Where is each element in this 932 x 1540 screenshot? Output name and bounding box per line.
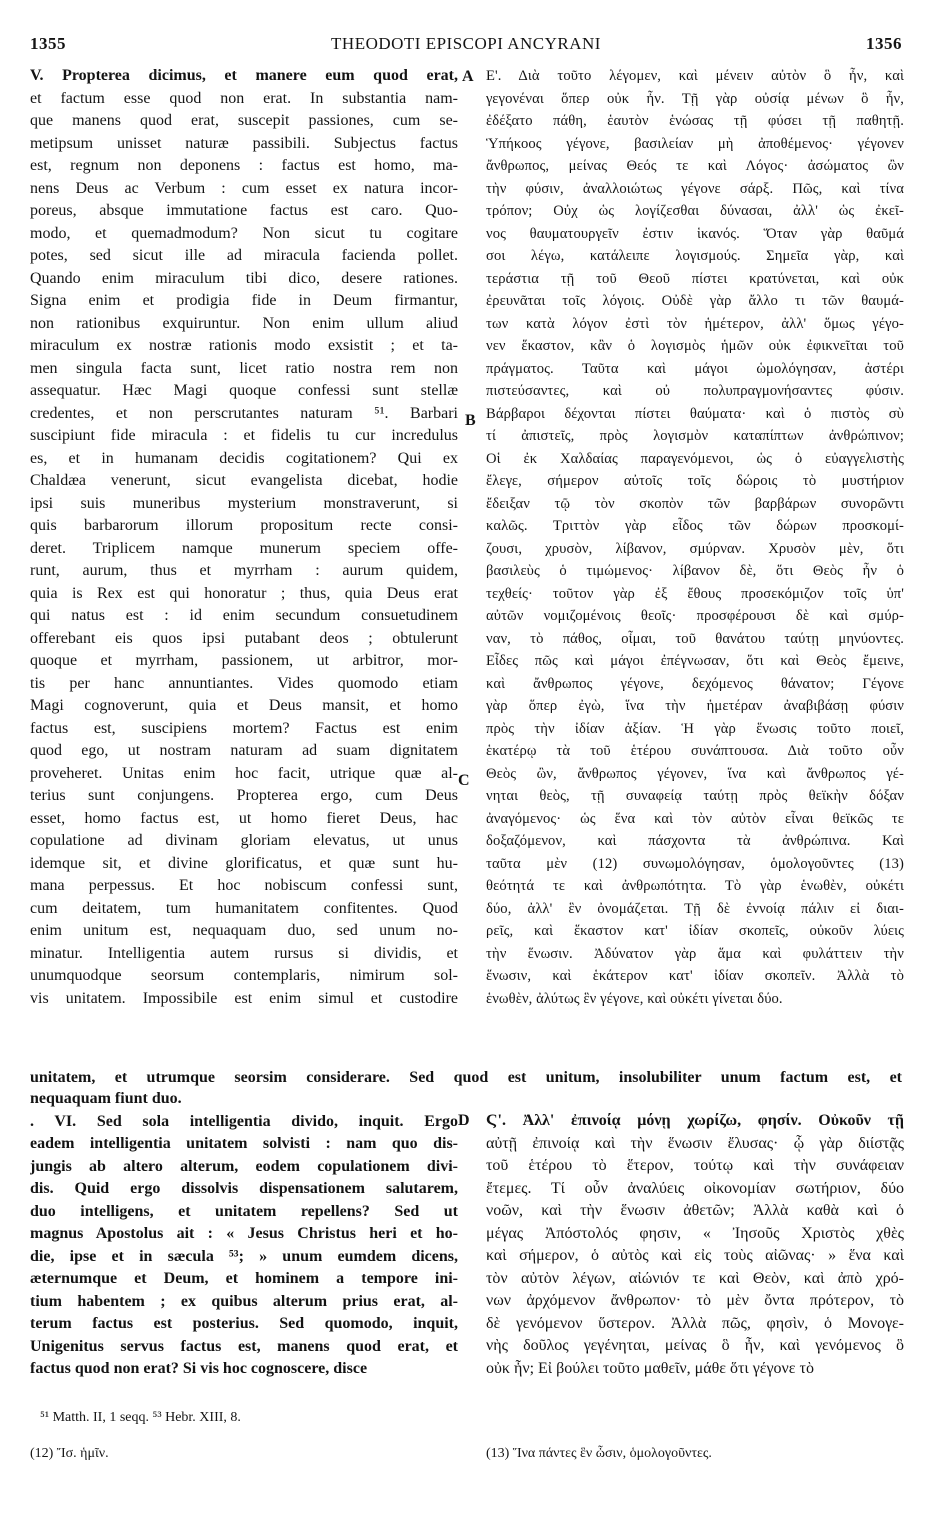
text-line: δὲ γενόμενον ὕστερον. Ἀλλὰ πῶς, φησὶν, ὁ Μονογε- xyxy=(486,1314,904,1332)
text-line: die, ipse et in sæcula ⁵³; » unum eumdem dicens, xyxy=(30,1247,458,1265)
text-line: ζουσι, χρυσὸν, λίβανον, σμύρναν. Χρυσὸν μὲν, ὅτι xyxy=(486,540,904,557)
text-line: Ε'. Διὰ τοῦτο λέγομεν, καὶ μένειν αὐτὸν ὃ ἦν, καὶ xyxy=(486,68,904,84)
text-line: ναν, τὸ πάθος, οἶμαι, τοῦ θανάτου ταύτῃ μηνύοντες. xyxy=(486,630,904,647)
text-line: quod ego, ut nostram naturam ad suam dignitatem xyxy=(30,742,458,759)
text-line: νων ἀρχόμενον ἄνθρωπον· τὸ μὲν ὄντα πρότερον, τὸ xyxy=(486,1292,904,1309)
text-line: πρὸς τὴν ἰδίαν ἀξίαν. Ἡ γὰρ ἕνωσις τοῦτο ποιεῖ, xyxy=(486,720,904,737)
text-line: tis per hanc annuntiantes. Vides quomodo etiam xyxy=(30,674,458,692)
text-line: βασιλεὺς ὁ τιμώμενος· λίβανον δὲ, ὅτι Θεὸς ἦν ὁ xyxy=(486,563,904,579)
text-line: factus quod non erat? Si vis hoc cognoscere, disce xyxy=(30,1360,368,1377)
text-line: cum deitatem, tum humanitatem confitentes. Quod xyxy=(30,899,458,917)
text-line: unumquodque seorsum contemplaris, nimirum sol- xyxy=(30,967,458,984)
text-line: των κατὰ λόγον ἐστὶ τὸν ἡμέτερον, ἀλλ' ὅμως γέγο- xyxy=(486,315,904,332)
text-line: ἔτεμες. Τί οὖν ἀναλύεις οἰκονομίαν σωτήριον, δύο xyxy=(486,1179,904,1197)
text-line: modo, et quemadmodum? Non sicut tu cogitare xyxy=(30,224,458,242)
text-line: Chaldæa venerunt, sicut evangelista dicebat, hodie xyxy=(30,472,458,489)
text-line: τοῦ ἑτέρου τὸ ἕτερον, τούτῳ καὶ τὴν συνάφειαν xyxy=(486,1157,904,1174)
greek-column-1 xyxy=(486,65,904,1010)
text-line: δοξαζόμενον, καὶ πάσχοντα τὰ ἀνθρώπινα. Καὶ xyxy=(486,833,904,849)
text-line: ταῦτα μὲν (12) συνωμολόγησαν, ὁμολογοῦντες (13) xyxy=(486,855,904,872)
text-line: men singula facta sunt, licet ratio nostra rem non xyxy=(30,359,458,377)
text-line: καλῶς. Τριττὸν γὰρ εἶδος τῶν δώρων προσκομί- xyxy=(486,518,904,534)
text-line: æternumque et Deum, et hominem a tempore ini- xyxy=(30,1270,458,1287)
text-line: ἐρευνᾶται τοῖς λόγοις. Οὐδὲ γὰρ ἄλλο τι τῶν θαυμά- xyxy=(486,293,904,309)
text-line: poreus, absque immutatione factus est caro. Quo- xyxy=(30,202,458,219)
text-line: ipsi suis muneribus mysterium monstraverunt, si xyxy=(30,494,458,512)
text-line: Quando enim miraculum tibi dico, desere rationes. xyxy=(30,269,458,287)
section-marker-b: B xyxy=(465,412,476,429)
text-line: Magi cognoverunt, quia et Deus mansit, et homo xyxy=(30,697,458,714)
text-line: Εἶδες πῶς καὶ μάγοι ἐπέγνωσαν, ὅτι καὶ Θεὸς ἔμεινε, xyxy=(486,653,904,669)
text-line: dis. Quid ergo dissolvis dispensationem salutarem, xyxy=(30,1180,458,1197)
text-line: οὐκ ἦν; Εἰ βούλει τοῦτο μαθεῖν, μάθε ὅτι γέγονε τὸ xyxy=(486,1359,814,1377)
footnote-13: (13) Ἵνα πάντες ἓν ὦσιν, ὁμολογοῦντες. xyxy=(486,1446,712,1461)
text-line: qui natus est : id enim secundum consuetudinem xyxy=(30,607,458,624)
text-line: quoque et myrrham, passionem, ut arbitror, mor- xyxy=(30,652,458,669)
text-line: Ϛ'. Ἀλλ' ἐπινοίᾳ μόνῃ χωρίζω, φησίν. Οὐκοῦν τῇ xyxy=(486,1112,904,1129)
text-line: Βάρβαροι δέχονται πίστει θαύματα· καὶ ὁ πιστὸς σὺ xyxy=(486,405,904,422)
text-line: τὴν ἕνωσιν. Ἀδύνατον γὰρ ἅμα καὶ φυλάττειν τὴν xyxy=(486,945,904,962)
text-line: ἔλεγε, σήμερον αὐτοῖς τοῖς δώροις τὸ μυστήριον xyxy=(486,473,904,489)
text-line: νὴς δοῦλος γεγένηται, μείνας ὃ ἦν, καὶ γενόμενος ὃ xyxy=(486,1337,904,1354)
text-line: metipsum unisset naturæ passibili. Subjectus factus xyxy=(30,134,458,152)
full-width-line: unitatem, et utrumque seorsim considerare. Sed quod est unitum, insolubiliter unum factum est, et xyxy=(30,1069,902,1086)
section-marker-d: D xyxy=(458,1112,470,1129)
text-line: idemque sit, et divine glorificatus, et quæ sunt hu- xyxy=(30,854,458,872)
text-line: minatur. Intelligentia autem rursus si dividis, et xyxy=(30,944,458,962)
text-line: proveheret. Unitas enim hoc facit, utrique quæ al- xyxy=(30,764,458,782)
greek-column-2 xyxy=(486,1110,904,1380)
text-line: magnus Apostolus ait : « Jesus Christus heri et ho- xyxy=(30,1225,458,1242)
text-line: ἐδέξατο πάθη, ἑαυτὸν ἑνώσας τῇ φύσει τῇ παθητῇ. xyxy=(486,113,904,129)
text-line: σοι λέγω, κατάλειπε λογισμούς. Σημεῖα γὰρ, καὶ xyxy=(486,248,904,264)
text-line: καὶ σήμερον, ὁ αὐτὸς καὶ εἰς τοὺς αἰῶνας· » ἕνα καὶ xyxy=(486,1247,904,1264)
text-line: assequatur. Hæc Magi quoque confessi sunt stellæ xyxy=(30,382,458,399)
text-line: γὰρ ὅπερ ἐγὼ, ἵνα τὴν ἡμετέραν ἀναβιβάσῃ φύσιν xyxy=(486,698,904,714)
latin-column-1 xyxy=(30,65,458,1010)
text-line: τρόπον; Οὐχ ὡς λογίζεσθαι δύνασαι, ἀλλ' ὡς ἐκεῖ- xyxy=(486,203,904,219)
text-line: runt, aurum, thus et myrrham : aurum quidem, xyxy=(30,562,458,579)
text-line: est, regnum non deponens : factus est homo, ma- xyxy=(30,157,458,174)
text-line: νος θαυματουργεῖν ἐστιν ἱκανός. Ὅταν γὰρ θαῦμά xyxy=(486,225,904,242)
text-line: potes, sed sicut ille ad miracula facienda pollet. xyxy=(30,247,458,264)
text-line: vis unitatem. Impossibile est enim simul et custodire xyxy=(30,989,458,1007)
page-number-left: 1355 xyxy=(30,34,66,53)
text-line: suscipiunt fide miracula : et fidelis tu cur incredulus xyxy=(30,427,458,444)
text-line: αὐτῶν νομιζομένοις θεοῖς· προσφέρουσι δὲ καὶ σμύρ- xyxy=(486,608,904,624)
text-line: Ὑπήκοος γέγονε, βασιλείαν μὴ ἀποθέμενος· γέγονεν xyxy=(486,135,904,152)
text-line: eadem intelligentia unitatem solvisti : nam quo dis- xyxy=(30,1135,458,1152)
page-header xyxy=(30,34,902,58)
text-line: factus est, suscipiens mortem? Factus est enim xyxy=(30,719,458,737)
text-line: Signa enim et prodigia fide in Deum firmantur, xyxy=(30,292,458,309)
text-line: quis barbarorum illorum propositum recte consi- xyxy=(30,517,458,534)
text-line: νοῶν, καὶ τὴν ἕνωσιν ἀθετῶν; Ἀλλὰ καθὰ καὶ ὁ xyxy=(486,1202,904,1219)
text-line: δύο, ἀλλ' ἓν ὀνομάζεται. Τῇ δὲ ἐννοίᾳ πάλιν εἰ διαι- xyxy=(486,900,904,917)
text-line: enim unitum est, nequaquam duo, sed unum no- xyxy=(30,922,458,939)
text-line: que manens quod erat, suscepit passiones, cum se- xyxy=(30,112,458,129)
text-line: πιστεύσαντες, καὶ οὐ πολυπραγμονήσαντες φύσιν. xyxy=(486,383,904,399)
text-line: τεχθείς· τοῦτον γὰρ ἐξ ἔθους προσεκόμιζον τοῖς ὑπ' xyxy=(486,585,904,602)
text-line: πράγματος. Ταῦτα καὶ μάγοι ὡμολόγησαν, ἀστέρι xyxy=(486,360,904,377)
text-line: Οἱ ἐκ Χαλδαίας παραγενόμενοι, ὡς ὁ εὐαγγελιστὴς xyxy=(486,450,904,467)
text-line: θεότητά τε καὶ ἀνθρωπότητα. Τὸ γὰρ ἑνωθὲν, οὐκέτι xyxy=(486,878,904,894)
text-line: mana perpessus. Et hoc nobiscum confessi sunt, xyxy=(30,877,458,894)
text-line: duo intelligens, et unitatem repellens? Sed ut xyxy=(30,1202,458,1220)
section-marker-c: C xyxy=(458,772,470,789)
text-line: αὐτῇ ἐπινοίᾳ καὶ τὴν ἕνωσιν ἔλυσας· ᾧ γὰρ διίστᾷς xyxy=(486,1134,904,1152)
text-line: ἑνωθὲν, ἀλύτως ἓν γέγονε, καὶ οὐκέτι γίνεται δύο. xyxy=(486,990,783,1007)
text-line: quia is Rex est qui honoratur ; thus, quia Deus erat xyxy=(30,584,458,602)
text-line: ἔδειξαν τῷ τὸν σκοπὸν τῶν βαρβάρων συνορῶντι xyxy=(486,495,904,512)
text-line: nequaquam fiunt duo. xyxy=(30,1090,182,1107)
text-line: τί ἀπιστεῖς, πρὸς λογισμὸν καταπίπτων ἀνθρώπινον; xyxy=(486,428,904,444)
page-number-right: 1356 xyxy=(866,34,902,53)
text-line: Unigenitus servus factus est, manens quod erat, et xyxy=(30,1337,458,1355)
text-line: . VI. Sed sola intelligentia divido, inquit. Ergo xyxy=(30,1112,458,1130)
text-line: jungis ab altero alterum, eodem copulationem divi- xyxy=(30,1157,458,1175)
text-line: offerebant eis quos ipsi putabant deos ; obtulerunt xyxy=(30,629,458,647)
text-line: τὸν αὐτὸν λέγων, αἰώνιόν τε καὶ Θεὸν, καὶ ἀπὸ χρό- xyxy=(486,1269,904,1287)
text-line: et factum esse quod non erat. In substantia nam- xyxy=(30,89,458,107)
text-line: Θεὸς ὢν, ἄνθρωπος γέγονεν, ἵνα καὶ ἄνθρωπος γέ- xyxy=(486,765,904,782)
text-line: ἕνωσιν, καὶ ἑκάτερον κατ' ἰδίαν σκοπεῖν. Ἀλλὰ τὸ xyxy=(486,968,904,984)
text-line: ἀναγόμενος· ὡς ἕνα καὶ τὸν αὐτὸν εἶναι θεϊκῶς τε xyxy=(486,810,904,827)
text-line: καὶ ἄνθρωπος γέγονε, δεχόμενος θάνατον; Γέγονε xyxy=(486,675,904,692)
text-line: μέγας Ἀπόστολός φησιν, « Ἰησοῦς Χριστὸς χθὲς xyxy=(486,1224,904,1242)
latin-column-2 xyxy=(30,1088,458,1381)
text-line: τεράστια τῇ τοῦ Θεοῦ πίστει κρατύνεται, καὶ οὐκ xyxy=(486,270,904,287)
text-line: esset, homo factus est, ut homo fieret Deus, hac xyxy=(30,809,458,827)
footnote-references: ⁵¹ Matth. II, 1 seqq. ⁵³ Hebr. XIII, 8. xyxy=(40,1410,241,1425)
text-line: ἄνθρωπος, μείνας Θεός τε καὶ Λόγος· ἀσώματος ὢν xyxy=(486,158,904,174)
text-line: credentes, et non perscrutantes naturam ⁵¹. Barbari xyxy=(30,404,458,422)
running-title: THEODOTI EPISCOPI ANCYRANI xyxy=(331,34,601,53)
text-line: terius sunt conjungens. Propterea ergo, cum Deus xyxy=(30,787,458,804)
text-line: non rationibus exquiruntur. Non enim ullum aliud xyxy=(30,314,458,332)
text-line: γεγονέναι ὅπερ οὐκ ἦν. Τῇ γὰρ οὐσίᾳ μένων ὃ ἦν, xyxy=(486,90,904,107)
text-line: copulatione ad divinam gloriam elevatus, ut unus xyxy=(30,832,458,849)
text-line: ρεῖς, καὶ ἕκαστον κατ' ἰδίαν σκοπεῖς, οὐκοῦν λύεις xyxy=(486,923,904,939)
text-line: miraculum ex nostræ rationis modo exsistit ; et ta- xyxy=(30,337,458,354)
text-line: deret. Triplicem namque munerum speciem offe- xyxy=(30,539,458,557)
text-line: terum factus est posterius. Sed quomodo, inquit, xyxy=(30,1315,458,1332)
text-line: nens Deus ac Verbum : cum esset ex natura incor- xyxy=(30,179,458,197)
text-line: tium habentem ; ex quibus alterum prius erat, al- xyxy=(30,1292,458,1310)
text-line: es, et in humanam decidis cogitationem? Qui ex xyxy=(30,449,458,467)
text-line: V. Propterea dicimus, et manere eum quod erat, xyxy=(30,67,458,84)
text-line: νεν ἕκαστον, κἂν ὁ λογισμὸς ἡμῶν οὐκ ἐφικνεῖται τοῦ xyxy=(486,338,904,354)
text-line: νηται θεὸς, τῇ συναφείᾳ ταύτῃ πρὸς θεϊκὴν δόξαν xyxy=(486,788,904,804)
footnote-12: (12) Ἴσ. ἡμῖν. xyxy=(30,1446,109,1461)
text-line: τὴν φύσιν, ἀναλλοιώτως γέγονε σάρξ. Πῶς, καὶ τίνα xyxy=(486,180,904,197)
section-marker-a: A xyxy=(462,68,474,85)
text-line: ἑκατέρῳ τὰ τοῦ ἑτέρου συνάπτουσα. Διὰ τοῦτο οὖν xyxy=(486,743,904,759)
